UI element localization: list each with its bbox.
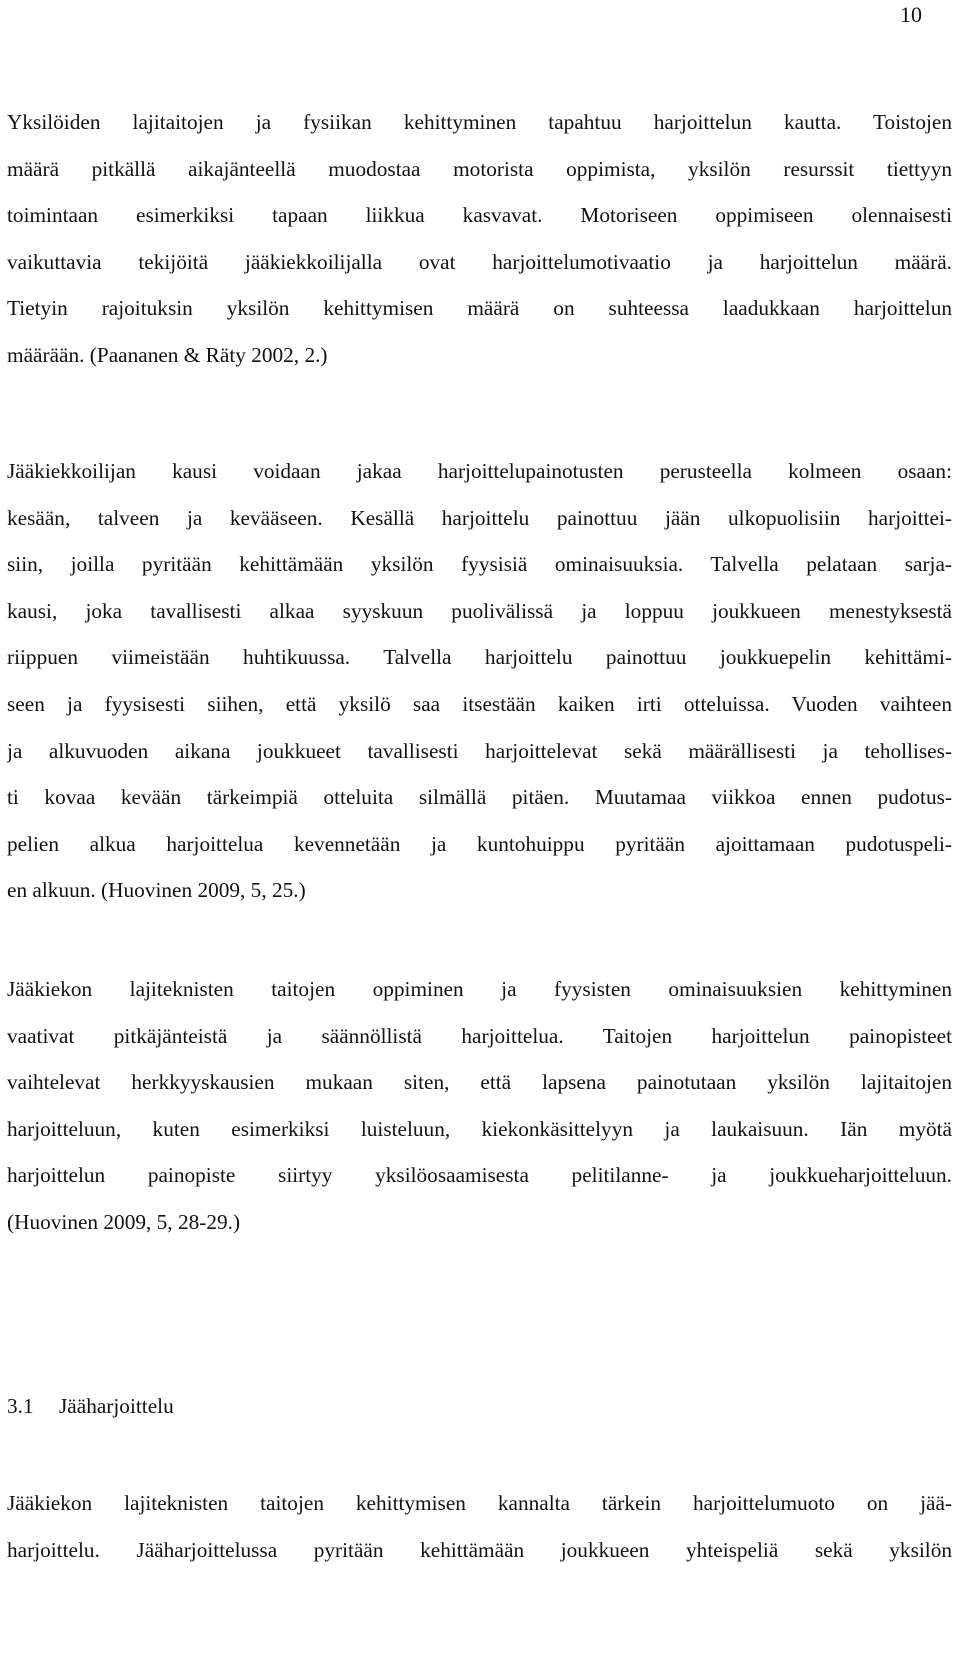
text-line: en alkuun. (Huovinen 2009, 5, 25.) — [7, 878, 306, 903]
text-line: määrä pitkällä aikajänteellä muodostaa motorista oppimista, yksilön resurssit tiettyyn — [7, 156, 952, 181]
text-line: riippuen viimeistään huhtikuussa. Talvella harjoittelu painottuu joukkuepelin kehittämi- — [7, 645, 952, 670]
paragraph-3 — [7, 966, 952, 1246]
text-line: määrään. (Paananen & Räty 2002, 2.) — [7, 342, 328, 367]
text-line: kausi, joka tavallisesti alkaa syyskuun puolivälissä ja loppuu joukkueen menestyksestä — [7, 598, 952, 623]
text-line: harjoittelu. Jääharjoittelussa pyritään kehittämään joukkueen yhteispeliä sekä yksilön — [7, 1537, 952, 1562]
text-line: vaihtelevat herkkyyskausien mukaan siten, että lapsena painotutaan yksilön lajitaitojen — [7, 1070, 952, 1095]
text-line: Jääkiekon lajiteknisten taitojen oppiminen ja fyysisten ominaisuuksien kehittyminen — [7, 977, 952, 1001]
page-number: 10 — [900, 2, 922, 27]
text-line: harjoitteluun, kuten esimerkiksi luisteluun, kiekonkäsittelyyn ja laukaisuun. Iän myötä — [7, 1116, 952, 1141]
paragraph-1 — [7, 99, 952, 379]
text-line: pelien alkua harjoittelua kevennetään ja kuntohuippu pyritään ajoittamaan pudotuspeli- — [7, 831, 952, 856]
text-line: vaativat pitkäjänteistä ja säännöllistä harjoittelua. Taitojen harjoittelun painopisteet — [7, 1023, 952, 1048]
text-line: ja alkuvuoden aikana joukkueet tavallisesti harjoittelevat sekä määrällisesti ja tehollises- — [7, 738, 952, 763]
text-line: Yksilöiden lajitaitojen ja fysiikan kehittyminen tapahtuu harjoittelun kautta. Toistojen — [7, 110, 952, 134]
text-line: Tietyin rajoituksin yksilön kehittymisen määrä on suhteessa laadukkaan harjoittelun — [7, 296, 952, 321]
text-line: Jääkiekkoilijan kausi voidaan jakaa harjoittelupainotusten perusteella kolmeen osaan: — [7, 459, 952, 483]
text-line: kesään, talveen ja kevääseen. Kesällä harjoittelu painottuu jään ulkopuolisiin harjoittei- — [7, 505, 952, 530]
section-heading — [7, 1383, 952, 1429]
section-number: 3.1 — [7, 1394, 34, 1418]
text-line: toimintaan esimerkiksi tapaan liikkua kasvavat. Motoriseen oppimiseen olennaisesti — [7, 203, 952, 228]
text-line: vaikuttavia tekijöitä jääkiekkoilijalla ovat harjoittelumotivaatio ja harjoittelun määrä. — [7, 249, 952, 274]
section-title: Jääharjoittelu — [59, 1394, 174, 1418]
text-line: Jääkiekon lajiteknisten taitojen kehittymisen kannalta tärkein harjoittelumuoto on jää- — [7, 1491, 952, 1515]
text-line: (Huovinen 2009, 5, 28-29.) — [7, 1209, 241, 1234]
text-line: seen ja fyysisesti siihen, että yksilö saa itsestään kaiken irti otteluissa. Vuoden vaihteen — [7, 691, 952, 716]
text-line: ti kovaa kevään tärkeimpiä otteluita silmällä pitäen. Muutamaa viikkoa ennen pudotus- — [7, 785, 952, 810]
paragraph-4 — [7, 1480, 952, 1573]
text-line: siin, joilla pyritään kehittämään yksilön fyysisiä ominaisuuksia. Talvella pelataan sarja- — [7, 552, 952, 577]
text-line: harjoittelun painopiste siirtyy yksilöosaamisesta pelitilanne- ja joukkueharjoitteluun. — [7, 1163, 952, 1188]
paragraph-2 — [7, 448, 952, 914]
